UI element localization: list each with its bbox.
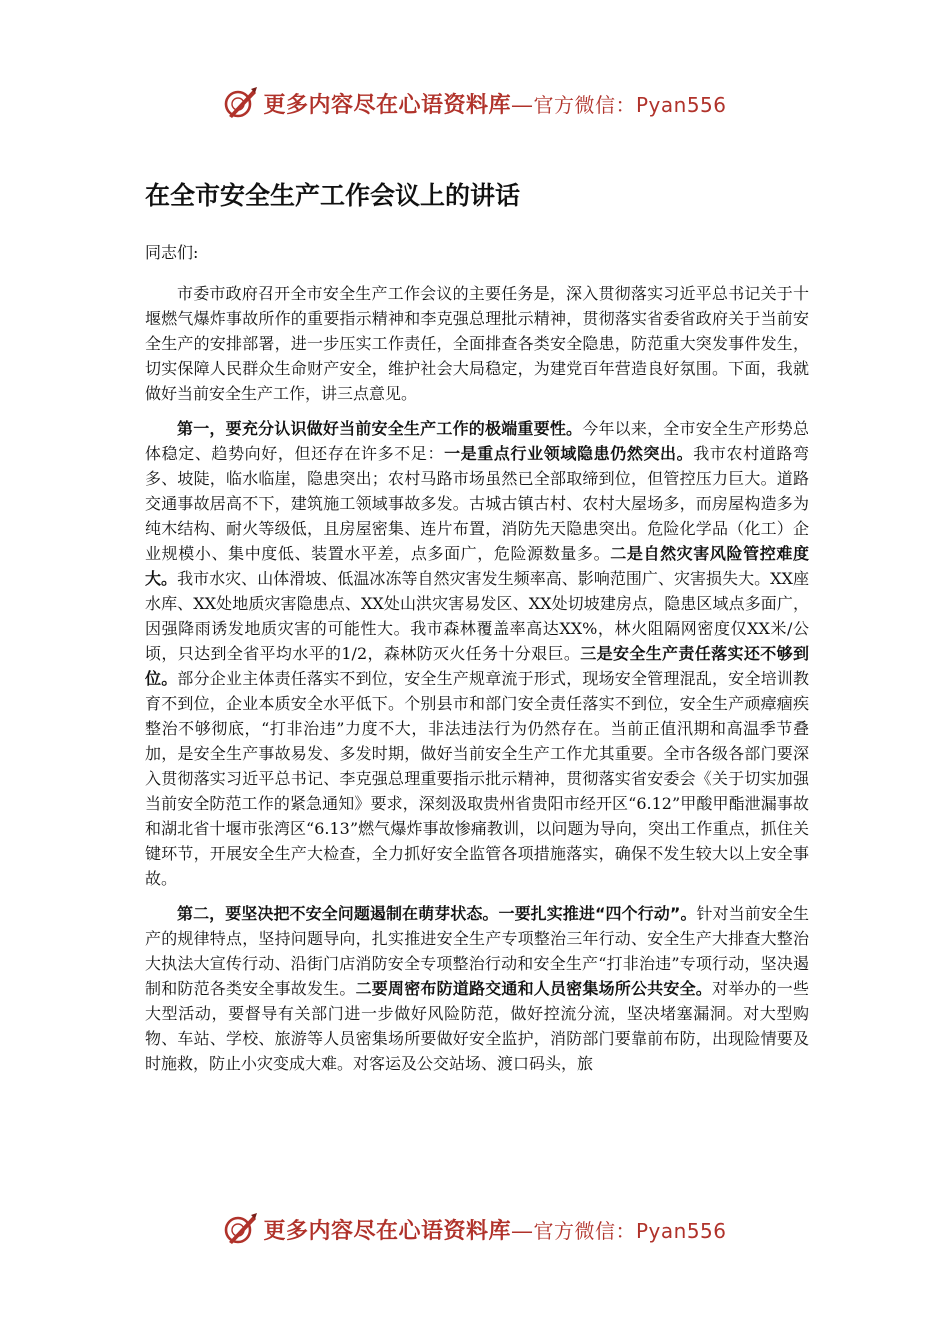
document-title: 在全市安全生产工作会议上的讲话	[145, 181, 521, 210]
pen-logo-icon	[223, 85, 259, 121]
footer-banner	[0, 1209, 950, 1249]
banner-main-text: 更多内容尽在心语资料库	[263, 91, 511, 118]
heading-second-point: 第二，要坚决把不安全问题遏制在萌芽状态。一要扎实推进“四个行动”。	[177, 904, 697, 923]
heading-responsibility: 三是安全生产责任落实还不够到位。	[145, 644, 809, 688]
header-banner	[0, 83, 950, 123]
pen-logo-icon	[223, 1211, 259, 1247]
heading-industry-hazards: 一是重点行业领域隐患仍然突出。	[444, 444, 694, 463]
banner-text	[263, 1214, 726, 1245]
banner-main-text: 更多内容尽在心语资料库	[263, 1217, 511, 1244]
paragraph-intro: 市委市政府召开全市安全生产工作会议的主要任务是，深入贯彻落实习近平总书记关于十堰燃气爆炸事故所作的重要指示精神和李克强总理批示精神，贯彻落实省委省政府关于当前安全生产的安排部署，进一步压实工作责任，全面排查各类安全隐患，防范重大突发事件发生，切实保障人民群众生命财产安全，维护社会大局稳定，为建党百年营造良好氛围。下面，我就做好当前安全生产工作，讲三点意见。	[145, 284, 809, 403]
paragraph-first-point	[145, 416, 809, 891]
heading-natural-disasters: 二是自然灾害风险管控难度大。	[145, 544, 809, 588]
paragraph-second-point	[145, 901, 809, 1076]
greeting: 同志们:	[145, 243, 199, 262]
document-body	[145, 176, 809, 1086]
heading-first-point: 第一，要充分认识做好当前安全生产工作的极端重要性。	[177, 419, 583, 438]
banner-dash: —	[511, 92, 534, 118]
banner-wechat-text: 官方微信：Pyan556	[533, 92, 727, 117]
text-industry-hazards: 我市农村道路弯多、坡陡，临水临崖，隐患突出；农村马路市场虽然已全部取缔到位，但管控压力巨大。道路交通事故居高不下，建筑施工领域事故多发。古城古镇古村、农村大屋场多，而房屋构造多为纯木结构、耐火等级低，且房屋密集、连片布置，消防先天隐患突出。危险化学品（化工）企业规模小、集中度低、装置水平差，点多面广，危险源数量多。	[145, 444, 809, 563]
text-traffic-safety: 对举办的一些大型活动，要督导有关部门进一步做好风险防范，做好控流分流，坚决堵塞漏洞。对大型购物、车站、学校、旅游等人员密集场所要做好安全监护，消防部门要靠前布防，出现险情要及时施救，防止小灾变成大难。对客运及公交站场、渡口码头，旅	[145, 979, 809, 1073]
banner-dash: —	[511, 1218, 534, 1244]
text-first-point-intro: 今年以来，全市安全生产形势总体稳定、趋势向好，但还存在许多不足：	[145, 419, 809, 463]
banner-text	[263, 88, 726, 119]
text-four-actions: 针对当前安全生产的规律特点，坚持问题导向，扎实推进安全生产专项整治三年行动、安全生产大排查大整治大执法大宣传行动、沿街门店消防安全专项整治行动和安全生产“打非治违”专项行动，坚决遏制和防范各类安全事故发生。	[145, 904, 809, 998]
banner-wechat-text: 官方微信：Pyan556	[533, 1218, 727, 1243]
text-responsibility: 部分企业主体责任落实不到位，安全生产规章流于形式，现场安全管理混乱，安全培训教育不到位，企业本质安全水平低下。个别县市和部门安全责任落实不到位，安全生产顽瘴痼疾整治不够彻底，“打非治违”力度不大，非法违法行为仍然存在。当前正值汛期和高温季节叠加，是安全生产事故易发、多发时期，做好当前安全生产工作尤其重要。全市各级各部门要深入贯彻落实习近平总书记、李克强总理重要指示批示精神，贯彻落实省安委会《关于切实加强当前安全防范工作的紧急通知》要求，深刻汲取贵州省贵阳市经开区“6.12”甲酸甲酯泄漏事故和湖北省十堰市张湾区“6.13”燃气爆炸事故惨痛教训，以问题为导向，突出工作重点，抓住关键环节，开展安全生产大检查，全力抓好安全监管各项措施落实，确保不发生较大以上安全事故。	[145, 669, 809, 888]
heading-traffic-safety: 二要周密布防道路交通和人员密集场所公共安全。	[355, 979, 712, 998]
text-natural-disasters: 我市水灾、山体滑坡、低温冰冻等自然灾害发生频率高、影响范围广、灾害损失大。XX座水库、XX处地质灾害隐患点、XX处山洪灾害易发区、XX处切坡建房点，隐患区域点多面广，因强降雨诱发地质灾害的可能性大。我市森林覆盖率高达XX%，林火阻隔网密度仅XX米/公顷，只达到全省平均水平的1/2，森林防灭火任务十分艰巨。	[145, 569, 809, 663]
